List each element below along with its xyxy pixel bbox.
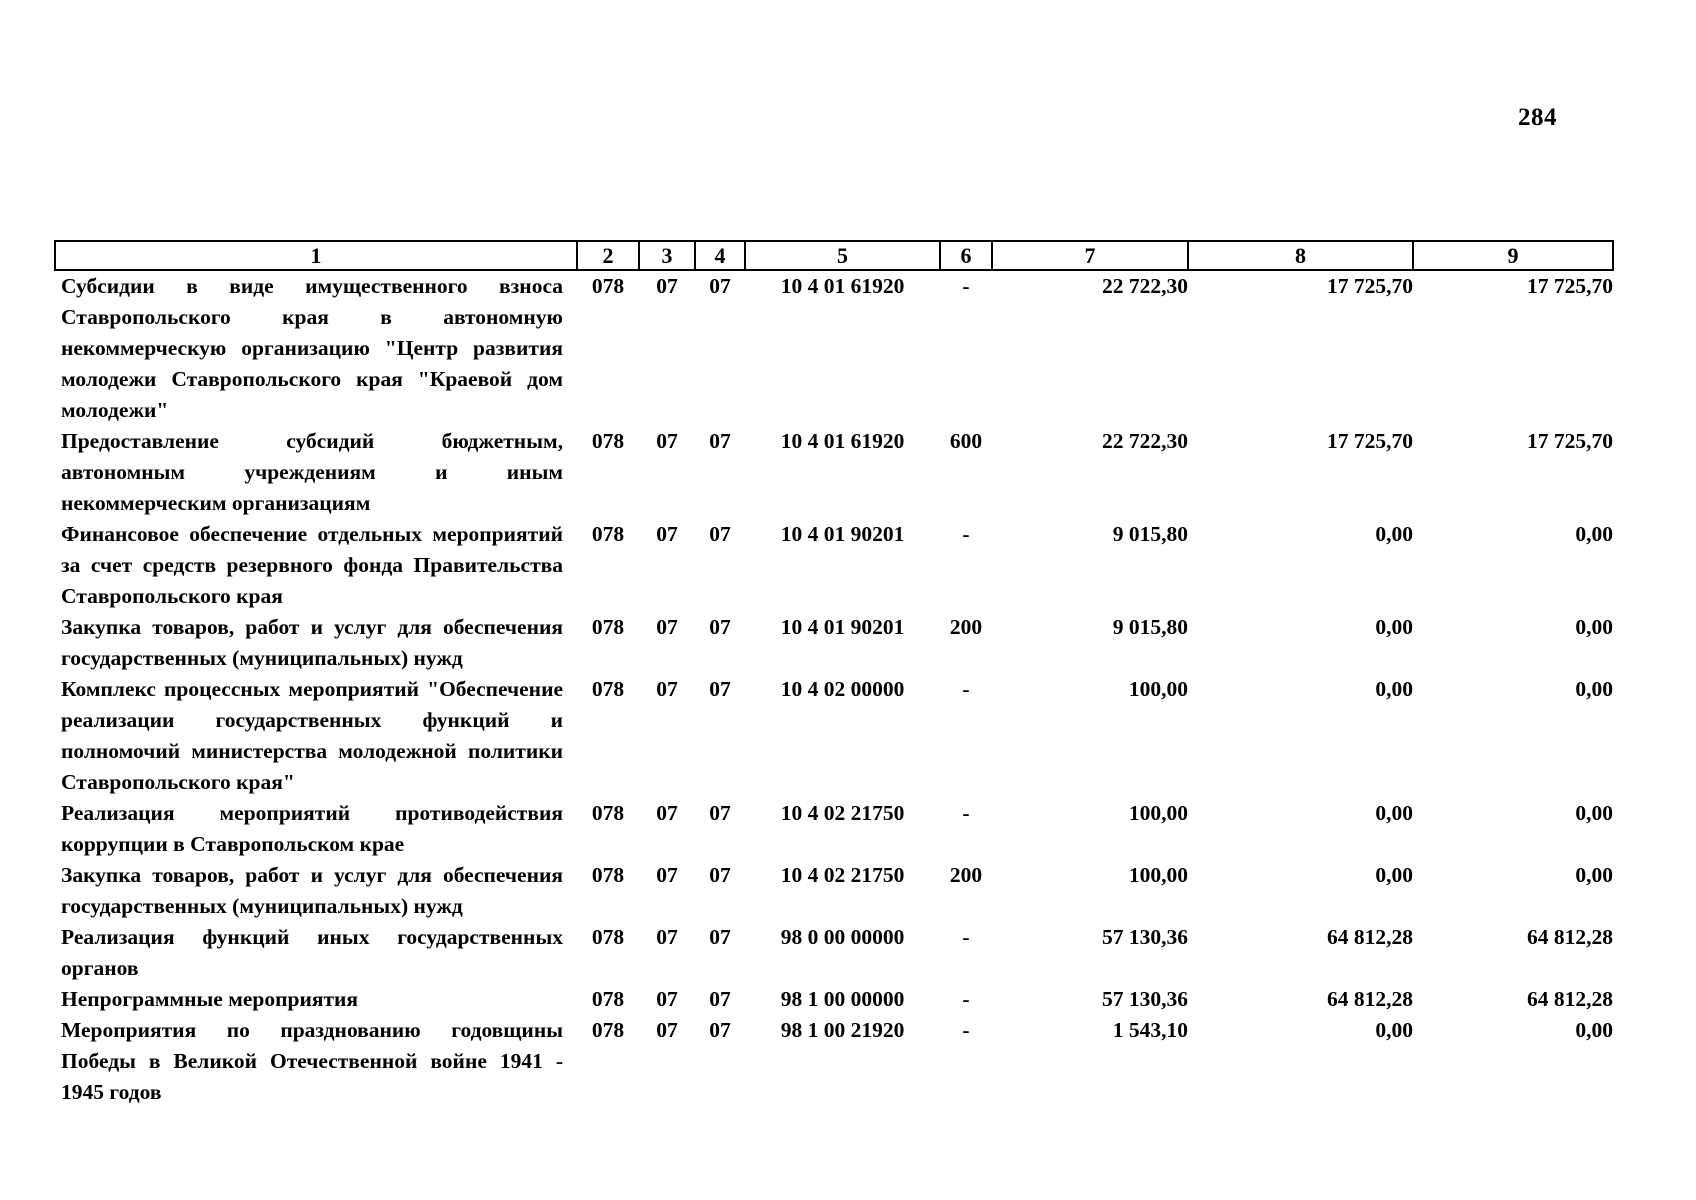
section-code: 07: [656, 987, 678, 1011]
amount-col7: 57 130,36: [1102, 925, 1188, 949]
row-name: Реализация мероприятий противодействия коррупции в Ставропольском крае: [61, 801, 563, 856]
header-row: [55, 241, 1613, 270]
ministry-code: 078: [591, 677, 625, 701]
section-code: 07: [656, 1018, 678, 1042]
ministry-code: 078: [591, 925, 625, 949]
expense-type-code: -: [962, 925, 970, 949]
table-row: [55, 426, 1613, 519]
table-row: [55, 612, 1613, 674]
amount-col8: 0,00: [1375, 677, 1413, 701]
subsection-code: 07: [709, 1018, 731, 1042]
column-header: 4: [695, 241, 745, 270]
column-header: 5: [745, 241, 940, 270]
section-code: 07: [656, 274, 678, 298]
amount-col7: 22 722,30: [1102, 274, 1188, 298]
amount-col7: 22 722,30: [1102, 429, 1188, 453]
row-name: Закупка товаров, работ и услуг для обеспечения государственных (муниципальных) нужд: [61, 615, 563, 670]
subsection-code: 07: [709, 925, 731, 949]
section-code: 07: [656, 615, 678, 639]
subsection-code: 07: [709, 863, 731, 887]
row-name: Мероприятия по празднованию годовщины Победы в Великой Отечественной войне 1941 - 1945 годов: [61, 1018, 563, 1104]
column-header: 1: [55, 241, 577, 270]
row-name: Комплекс процессных мероприятий "Обеспечение реализации государственных функций и полномочий министерства молодежной политики Ставропольского края": [61, 677, 563, 794]
amount-col9: 0,00: [1575, 801, 1613, 825]
column-header: 7: [992, 241, 1188, 270]
ministry-code: 078: [591, 274, 625, 298]
amount-col7: 9 015,80: [1112, 615, 1188, 639]
expense-type-code: -: [962, 1018, 970, 1042]
target-article-code: 98 1 00 21920: [780, 1018, 905, 1042]
amount-col8: 0,00: [1375, 1018, 1413, 1042]
target-article-code: 10 4 01 61920: [780, 429, 905, 453]
table-row: [55, 798, 1613, 860]
amount-col8: 0,00: [1375, 801, 1413, 825]
target-article-code: 10 4 01 90201: [780, 522, 905, 546]
subsection-code: 07: [709, 274, 731, 298]
expense-type-code: 200: [949, 615, 983, 639]
section-code: 07: [656, 677, 678, 701]
ministry-code: 078: [591, 1018, 625, 1042]
column-header: 9: [1413, 241, 1613, 270]
row-name: Финансовое обеспечение отдельных мероприятий за счет средств резервного фонда Правительства Ставропольского края: [61, 522, 563, 608]
section-code: 07: [656, 801, 678, 825]
section-code: 07: [656, 925, 678, 949]
amount-col9: 64 812,28: [1527, 925, 1613, 949]
column-header: 2: [577, 241, 639, 270]
amount-col7: 100,00: [1128, 801, 1188, 825]
column-header: 6: [940, 241, 992, 270]
amount-col7: 100,00: [1128, 863, 1188, 887]
amount-col9: 17 725,70: [1527, 429, 1613, 453]
amount-col7: 9 015,80: [1112, 522, 1188, 546]
amount-col9: 0,00: [1575, 522, 1613, 546]
expense-type-code: -: [962, 677, 970, 701]
amount-col9: 0,00: [1575, 615, 1613, 639]
subsection-code: 07: [709, 987, 731, 1011]
subsection-code: 07: [709, 677, 731, 701]
target-article-code: 10 4 02 00000: [780, 677, 905, 701]
amount-col9: 0,00: [1575, 863, 1613, 887]
row-name: Реализация функций иных государственных органов: [61, 925, 563, 980]
target-article-code: 10 4 02 21750: [780, 801, 905, 825]
amount-col8: 64 812,28: [1327, 925, 1413, 949]
amount-col9: 64 812,28: [1527, 987, 1613, 1011]
expense-type-code: -: [962, 987, 970, 1011]
subsection-code: 07: [709, 615, 731, 639]
amount-col8: 64 812,28: [1327, 987, 1413, 1011]
expense-type-code: -: [962, 274, 970, 298]
amount-col8: 17 725,70: [1327, 274, 1413, 298]
ministry-code: 078: [591, 429, 625, 453]
subsection-code: 07: [709, 429, 731, 453]
amount-col8: 0,00: [1375, 863, 1413, 887]
expense-type-code: -: [962, 522, 970, 546]
row-name: Закупка товаров, работ и услуг для обеспечения государственных (муниципальных) нужд: [61, 863, 563, 918]
table-row: [55, 519, 1613, 612]
amount-col7: 100,00: [1128, 677, 1188, 701]
table-row: [55, 1015, 1613, 1108]
amount-col9: 0,00: [1575, 677, 1613, 701]
amount-col8: 0,00: [1375, 522, 1413, 546]
table-row: [55, 270, 1613, 426]
column-header: 8: [1188, 241, 1413, 270]
table-row: [55, 922, 1613, 984]
amount-col9: 0,00: [1575, 1018, 1613, 1042]
amount-col8: 0,00: [1375, 615, 1413, 639]
expense-type-code: -: [962, 801, 970, 825]
amount-col7: 57 130,36: [1102, 987, 1188, 1011]
table-row: [55, 984, 1613, 1015]
table-row: [55, 674, 1613, 798]
amount-col8: 17 725,70: [1327, 429, 1413, 453]
expense-type-code: 600: [949, 429, 983, 453]
page-number: 284: [1518, 104, 1557, 131]
row-name: Предоставление субсидий бюджетным, автономным учреждениям и иным некоммерческим организациям: [61, 429, 563, 515]
ministry-code: 078: [591, 863, 625, 887]
target-article-code: 10 4 01 90201: [780, 615, 905, 639]
target-article-code: 98 1 00 00000: [780, 987, 905, 1011]
section-code: 07: [656, 863, 678, 887]
ministry-code: 078: [591, 522, 625, 546]
amount-col7: 1 543,10: [1112, 1018, 1188, 1042]
target-article-code: 10 4 02 21750: [780, 863, 905, 887]
section-code: 07: [656, 429, 678, 453]
target-article-code: 10 4 01 61920: [780, 274, 905, 298]
ministry-code: 078: [591, 615, 625, 639]
target-article-code: 98 0 00 00000: [780, 925, 905, 949]
row-name: Субсидии в виде имущественного взноса Ставропольского края в автономную некоммерческую организацию "Центр развития молодежи Ставропольского края "Краевой дом молодежи": [61, 274, 563, 422]
subsection-code: 07: [709, 522, 731, 546]
ministry-code: 078: [591, 801, 625, 825]
expense-type-code: 200: [949, 863, 983, 887]
subsection-code: 07: [709, 801, 731, 825]
section-code: 07: [656, 522, 678, 546]
row-name: Непрограммные мероприятия: [61, 987, 359, 1011]
budget-table: [54, 240, 1614, 1108]
table-row: [55, 860, 1613, 922]
ministry-code: 078: [591, 987, 625, 1011]
amount-col9: 17 725,70: [1527, 274, 1613, 298]
column-header: 3: [639, 241, 695, 270]
